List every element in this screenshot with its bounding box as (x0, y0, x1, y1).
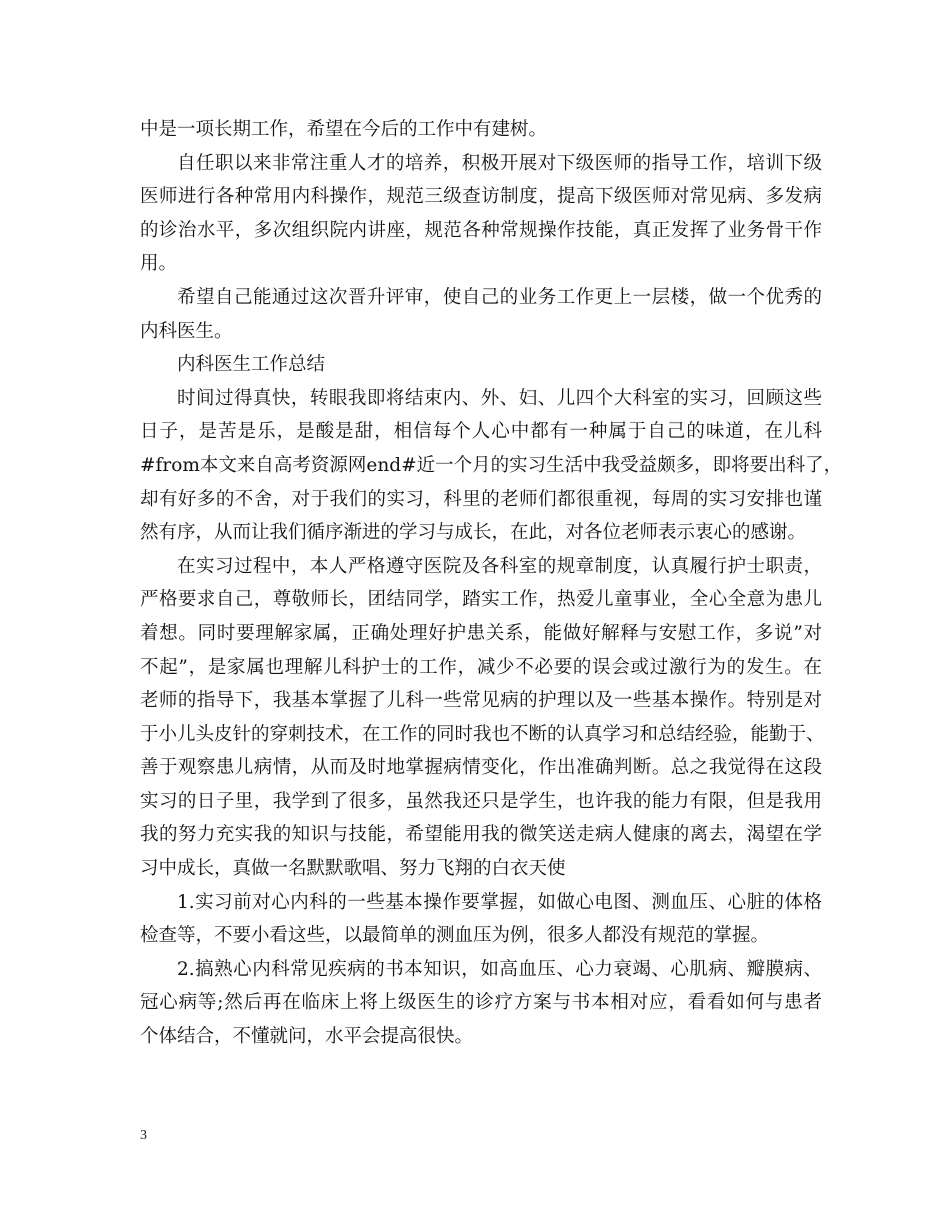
text-line: 着想。同时要理解家属，正确处理好护患关系，能做好解释与安慰工作，多说”对 (140, 622, 822, 644)
text-line: 医师进行各种常用内科操作，规范三级查访制度，提高下级医师对常见病、多发病 (140, 186, 822, 208)
text-line: 中是一项长期工作，希望在今后的工作中有建树。 (140, 119, 548, 140)
text-line: 老师的指导下，我基本掌握了儿科一些常见病的护理以及一些基本操作。特别是对 (140, 690, 822, 712)
text-line: 我的努力充实我的知识与技能，希望能用我的微笑送走病人健康的离去，渴望在学 (140, 824, 822, 846)
text-line: 实习的日子里，我学到了很多，虽然我还只是学生，也许我的能力有限，但是我用 (140, 790, 822, 812)
text-line: 自任职以来非常注重人才的培养，积极开展对下级医师的指导工作，培训下级 (177, 152, 822, 174)
text-line: 内科医生。 (140, 320, 233, 342)
text-line: 在实习过程中，本人严格遵守医院及各科室的规章制度，认真履行护士职责， (177, 555, 822, 577)
text-line: 1.实习前对心内科的一些基本操作要掌握，如做心电图、测血压、心脏的体格 (177, 891, 822, 913)
text-line: 时间过得真快，转眼我即将结束内、外、妇、儿四个大科室的实习，回顾这些 (177, 387, 822, 409)
text-line: 不起”，是家属也理解儿科护士的工作，减少不必要的误会或过激行为的发生。在 (140, 656, 822, 678)
document-body (140, 113, 843, 1054)
text-line: 的诊治水平，多次组织院内讲座，规范各种常规操作技能，真正发挥了业务骨干作 (140, 219, 822, 241)
text-line: 检查等，不要小看这些，以最简单的测血压为例，很多人都没有规范的掌握。 (140, 925, 770, 947)
page-number: 3 (140, 1128, 147, 1143)
text-line: 习中成长，真做一名默默歌唱、努力飞翔的白衣天使 (140, 858, 566, 880)
text-line: 严格要求自己，尊敬师长，团结同学，踏实工作，热爱儿童事业，全心全意为患儿 (140, 589, 822, 611)
text-line: 2.搞熟心内科常见疾病的书本知识，如高血压、心力衰竭、心肌病、瓣膜病、 (177, 958, 822, 980)
text-line: 内科医生工作总结 (177, 354, 326, 376)
text-line: 于小儿头皮针的穿刺技术，在工作的同时我也不断的认真学习和总结经验，能勤于、 (140, 723, 825, 745)
text-line: 希望自己能通过这次晋升评审，使自己的业务工作更上一层楼，做一个优秀的 (177, 286, 822, 308)
text-line: 用。 (140, 253, 178, 275)
text-line: 善于观察患儿病情，从而及时地掌握病情变化，作出准确判断。总之我觉得在这段 (140, 757, 822, 779)
text-line: 却有好多的不舍，对于我们的实习，科里的老师们都很重视，每周的实习安排也谨 (140, 488, 822, 510)
text-line: 个体结合，不懂就问，水平会提高很快。 (140, 1026, 474, 1048)
text-line: #from本文来自高考资源网end#近一个月的实习生活中我受益颇多，即将要出科了， (140, 454, 843, 476)
text-line: 然有序，从而让我们循序渐进的学习与成长，在此，对各位老师表示衷心的感谢。 (140, 522, 807, 544)
text-line: 冠心病等;然后再在临床上将上级医生的诊疗方案与书本相对应，看看如何与患者 (140, 992, 822, 1014)
text-line: 日子，是苦是乐，是酸是甜，相信每个人心中都有一种属于自己的味道，在儿科 (140, 421, 822, 443)
